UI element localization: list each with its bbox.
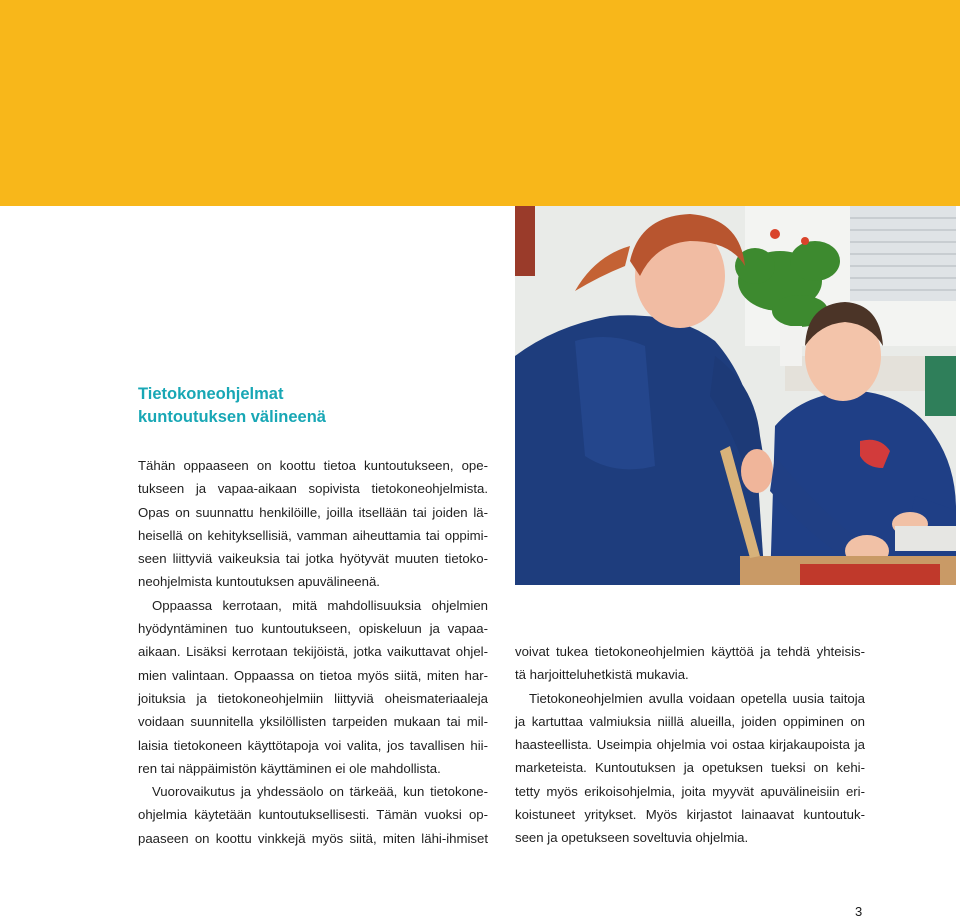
text-line: ohjelmia käytetään kuntoutuksellisesti. Tämän vuoksi op-	[138, 807, 488, 823]
text-line: ren tai näppäimistön käyttäminen ei ole mahdollista.	[138, 760, 441, 776]
text-line: neohjelmista kuntoutuksen apuvälineenä.	[138, 574, 380, 590]
text-line: Opas on suunnattu henkilöille, joilla itsellään tai joiden lä-	[138, 504, 488, 520]
left-text-column	[138, 454, 488, 850]
paragraph	[515, 687, 865, 850]
text-line: mien valintaan. Oppaassa on tietoa myös siitä, miten har-	[138, 667, 488, 683]
text-line: hyödyntäminen tuo kuntoutukseen, opiskeluun ja vapaa-	[138, 621, 488, 637]
text-line: marketeista. Kuntoutuksen ja opetuksen tueksi on kehi-	[515, 760, 865, 776]
text-line: voivat tukea tietokoneohjelmien käyttöä ja tehdä yhteisis-	[515, 644, 865, 659]
text-line: voidaan suunnitella yksilöllisten tarpeiden mukaan tai mil-	[138, 714, 488, 730]
text-line: tä harjoitteluhetkistä mukavia.	[515, 667, 689, 683]
text-line: seen liittyviä vaikeuksia tai jotka hyötyvät muuten tietoko-	[138, 551, 488, 567]
text-line: haasteellista. Useimpia ohjelmia voi ostaa kirjakaupoista ja	[515, 737, 865, 753]
text-line: ja kartuttaa valmiuksia niillä alueilla, joiden oppiminen on	[515, 713, 865, 729]
text-line: Tietokoneohjelmien avulla voidaan opetella uusia taitoja	[529, 690, 865, 706]
text-line: Tähän oppaaseen on koottu tietoa kuntoutukseen, ope-	[138, 458, 488, 473]
text-line: Oppaassa kerrotaan, mitä mahdollisuuksia ohjelmien	[152, 597, 488, 613]
text-line: heisellä on kehityksellisiä, vamman aiheuttamia tai oppimi-	[138, 527, 488, 543]
right-text-column	[515, 640, 865, 850]
top-color-band	[0, 0, 960, 206]
text-line: aikaan. Lisäksi kerrotaan tekijöistä, jotka vaikuttavat ohjel-	[138, 644, 488, 660]
page-number: 3	[855, 904, 863, 919]
photo-woman-and-boy-at-computer	[515, 206, 956, 585]
paragraph	[515, 640, 865, 687]
heading-line-1: Tietokoneohjelmat	[138, 385, 284, 403]
text-line: seen ja opetukseen soveltuvia ohjelmia.	[515, 830, 749, 846]
text-line: Vuorovaikutus ja yhdessäolo on tärkeää, kun tietokone-	[152, 784, 488, 800]
section-heading	[138, 383, 498, 429]
paragraph	[138, 594, 488, 780]
paragraph	[138, 780, 488, 850]
paragraph	[138, 454, 488, 594]
text-line: tetty myös erikoisohjelmia, joita myyvät apuvälineisiin eri-	[515, 783, 865, 799]
text-line: koistuneet yritykset. Myös kirjastot lainaavat kuntoutuk-	[515, 807, 865, 823]
text-line: laisia tietokoneen käyttötapoja voi valita, jos tavallisen hii-	[138, 737, 488, 753]
text-line: tukseen ja vapaa-aikaan sopivista tietokoneohjelmista.	[138, 481, 488, 497]
heading-line-2: kuntoutuksen välineenä	[138, 408, 326, 426]
text-line: joituksia ja tietokoneohjelmiin liittyviä oheismateriaaleja	[138, 690, 488, 706]
text-line: paaseen on koottu vinkkejä myös siitä, miten lähi-ihmiset	[138, 830, 488, 846]
